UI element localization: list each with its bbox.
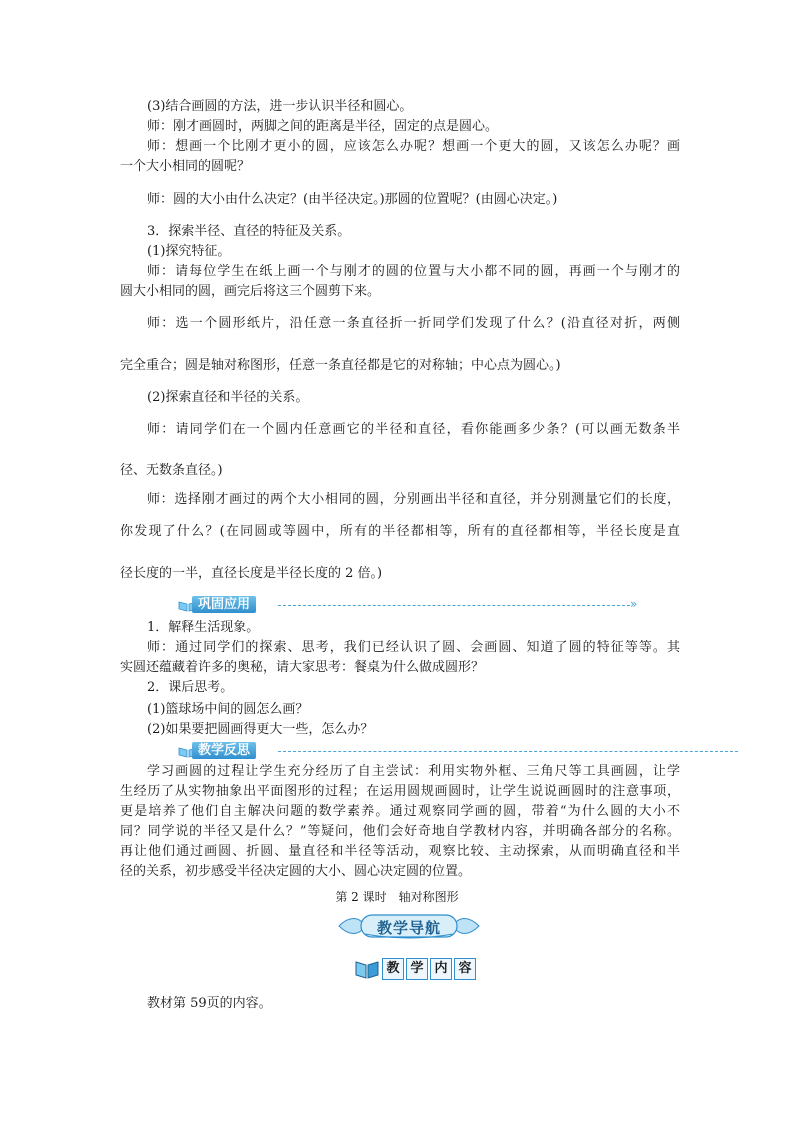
text-line: 教材第 59页的内容。	[147, 996, 272, 1011]
text-line: 师：请同学们在一个圆内任意画它的半径和直径，看你能画多少条？(可以画无数条半	[147, 422, 680, 437]
text-line: 径长度的一半，直径长度是半径长度的 2 倍。)	[120, 566, 383, 581]
text-line: 你发现了什么？(在同圆或等圆中，所有的半径都相等，所有的直径都相等，半径长度是直	[120, 524, 680, 539]
lesson-title: 第 2 课时 轴对称图形	[335, 890, 459, 904]
text-line: 径、无数条直径。)	[120, 463, 223, 478]
dashed-divider	[278, 751, 738, 752]
section-title: 巩固应用	[192, 596, 256, 613]
text-line: 3．探索半径、直径的特征及关系。	[147, 224, 351, 239]
double-chevron-right-icon: »	[630, 597, 638, 611]
text-line: 师：请每位学生在纸上画一个与刚才的圆的位置与大小都不同的圆，再画一个与刚才的	[147, 264, 680, 279]
section-header-reflection	[178, 740, 648, 762]
text-line: (1)篮球场中间的圆怎么画？	[147, 702, 309, 717]
text-line: 圆大小相同的圆，画完后将这三个圆剪下来。	[120, 284, 381, 299]
content-tag-char: 教	[382, 958, 404, 980]
text-line: 2．课后思考。	[147, 680, 234, 695]
content-tag-char: 容	[454, 958, 476, 980]
dashed-divider	[278, 605, 630, 606]
text-line: 师：选择刚才画过的两个大小相同的圆，分别画出半径和直径，并分别测量它们的长度，	[147, 492, 680, 507]
content-tag-label	[382, 958, 478, 980]
text-line: 完全重合；圆是轴对称图形，任意一条直径都是它的对称轴；中心点为圆心。)	[120, 358, 561, 373]
navigation-banner	[335, 912, 483, 940]
text-line: 一个大小相同的圆呢？	[120, 159, 251, 174]
text-line: 径的关系，初步感受半径决定圆的大小、圆心决定圆的位置。	[120, 864, 472, 879]
text-line: 生经历了从实物抽象出平面图形的过程；在运用圆规画圆时，让学生说说画圆时的注意事项，	[120, 784, 680, 799]
text-line: (2)如果要把圆画得更大一些，怎么办？	[147, 722, 374, 737]
text-line: 更是培养了他们自主解决问题的数学素养。通过观察同学画的圆，带着“为什么圆的大小不	[120, 804, 680, 819]
text-line: 师：通过同学们的探索、思考，我们已经认识了圆、会画圆、知道了圆的特征等等。其	[147, 640, 680, 655]
text-line: 再让他们通过画圆、折圆、量直径和半径等活动，观察比较、主动探索，从而明确直径和半	[120, 844, 680, 859]
text-line: 实圆还蕴藏着许多的奥秘，请大家思考：餐桌为什么做成圆形？	[120, 660, 485, 675]
text-line: (2)探索直径和半径的关系。	[147, 390, 309, 405]
text-line: 师：想画一个比刚才更小的圆，应该怎么办呢？想画一个更大的圆，又该怎么办呢？画	[147, 139, 680, 154]
text-line: 同？同学说的半径又是什么？”等疑问，他们会好奇地自学教材内容，并明确各部分的名称。	[120, 824, 680, 839]
text-line: 师：刚才画圆时，两脚之间的距离是半径，固定的点是圆心。	[147, 119, 499, 134]
text-line: (1)探究特征。	[147, 244, 231, 259]
banner-title: 教学导航	[376, 919, 441, 937]
section-header-consolidate	[178, 594, 648, 616]
content-tag-char: 内	[430, 958, 452, 980]
text-line: 学习画圆的过程让学生充分经历了自主尝试：利用实物外框、三角尺等工具画圆，让学	[147, 764, 680, 779]
text-line: 师：圆的大小由什么决定？(由半径决定。)那圆的位置呢？(由圆心决定。)	[147, 192, 558, 207]
book-icon	[354, 958, 380, 980]
text-line: (3)结合画圆的方法，进一步认识半径和圆心。	[147, 99, 413, 114]
section-title: 教学反思	[192, 742, 256, 759]
text-line: 1．解释生活现象。	[147, 620, 260, 635]
text-line: 师：选一个圆形纸片，沿任意一条直径折一折同学们发现了什么？(沿直径对折，两侧	[147, 316, 680, 331]
content-tag-char: 学	[406, 958, 428, 980]
